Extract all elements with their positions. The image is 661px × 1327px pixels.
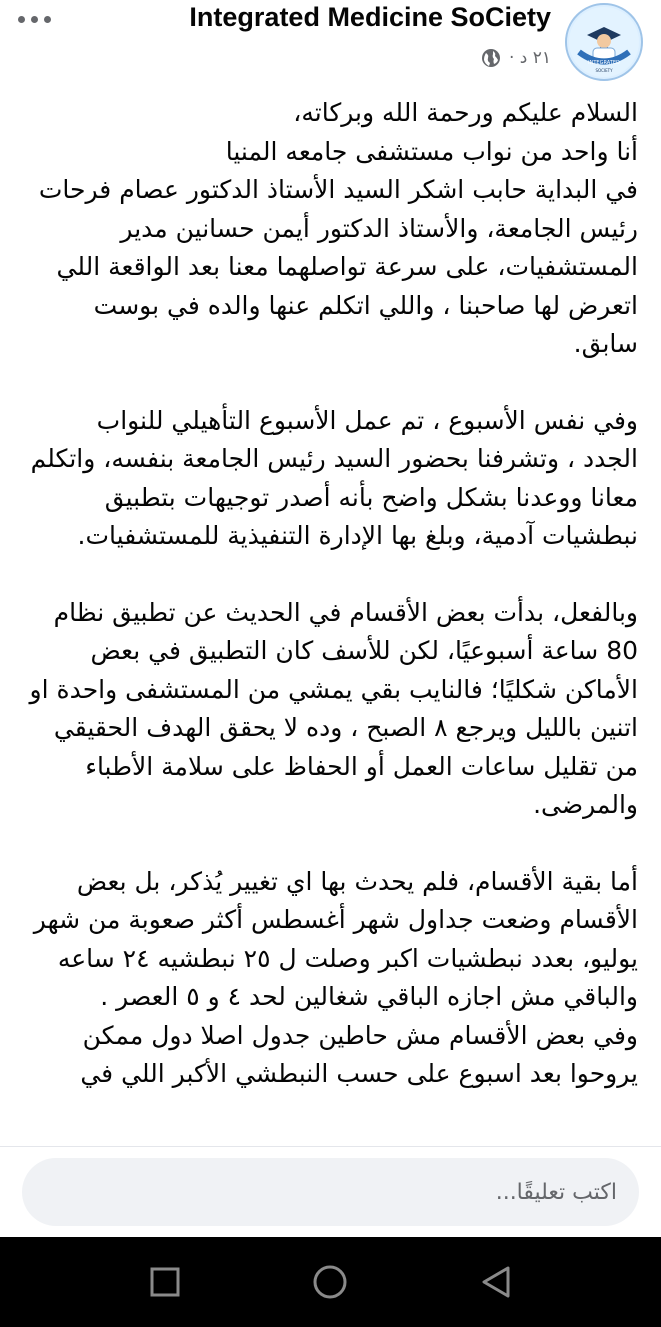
- more-horizontal-icon: [18, 16, 25, 23]
- post-paragraph: أما بقية الأقسام، فلم يحدث بها اي تغيير يُذكر، بل بعض الأقسام وضعت جداول شهر أغسطس أكثر صعوبة من شهر يوليو، بعدد نبطشيات اكبر وصلت ل ٢٥ نبطشيه ٢٤ ساعه والباقي مش اجازه الباقي شغالين لحد ٤ و ٥ العصر . وفي بعض الأقسام مش حاطين جدول اصلا دول ممكن يروحوا بعد اسبوع على حسب النبطشي الأكبر اللي في: [33, 866, 638, 1088]
- avatar[interactable]: [565, 3, 643, 81]
- triangle-back-icon[interactable]: [476, 1262, 516, 1302]
- more-options-button[interactable]: [18, 4, 51, 34]
- globe-icon: [481, 48, 501, 68]
- more-horizontal-icon: [44, 16, 51, 23]
- circle-home-icon[interactable]: [310, 1262, 350, 1302]
- svg-text:SOCIETY: SOCIETY: [595, 68, 613, 73]
- post-paragraph: السلام عليكم ورحمة الله وبركاته، أنا واحد من نواب مستشفى جامعه المنيا في البداية حابب اشكر السيد الأستاذ الدكتور عصام فرحات رئيس الجامعة، والأستاذ الدكتور أيمن حسانين مدير المستشفيات، على سرعة تواصلهما معنا بعد الواقعة اللي اتعرض لها صاحبنا ، واللي اتكلم عنها والده في بوست سابق.: [38, 98, 638, 358]
- comment-input[interactable]: [22, 1158, 639, 1226]
- page-name[interactable]: Integrated Medicine SoCiety: [189, 2, 551, 32]
- svg-text:INTEGRATED: INTEGRATED: [588, 60, 620, 66]
- system-navigation-bar: [0, 1237, 661, 1327]
- post-header: [0, 0, 661, 96]
- square-recents-icon[interactable]: [145, 1262, 185, 1302]
- post-paragraph: وبالفعل، بدأت بعض الأقسام في الحديث عن تطبيق نظام 80 ساعة أسبوعيًا، لكن للأسف كان التطبيق في بعض الأماكن شكليًا؛ فالنايب بقي يمشي من المستشفى واحدة او اتنين بالليل ويرجع ٨ الصبح ، وده لا يحقق الهدف الحقيقي من تقليل ساعات العمل أو الحفاظ على سلامة الأطباء والمرضى.: [29, 597, 638, 819]
- comment-bar: [0, 1147, 661, 1237]
- post-body: [28, 94, 638, 1144]
- post-timestamp[interactable]: ٢١ د ·: [508, 48, 551, 68]
- more-horizontal-icon: [31, 16, 38, 23]
- society-logo: [567, 5, 641, 79]
- post-paragraph: وفي نفس الأسبوع ، تم عمل الأسبوع التأهيلي للنواب الجدد ، وتشرفنا بحضور السيد رئيس الجامعة بنفسه، واتكلم معانا ووعدنا بشكل واضح بأنه أصدر توجيهات بتطبيق نبطشيات آدمية، وبلغ بها الإدارة التنفيذية للمستشفيات.: [30, 405, 638, 550]
- post-meta: [481, 48, 551, 68]
